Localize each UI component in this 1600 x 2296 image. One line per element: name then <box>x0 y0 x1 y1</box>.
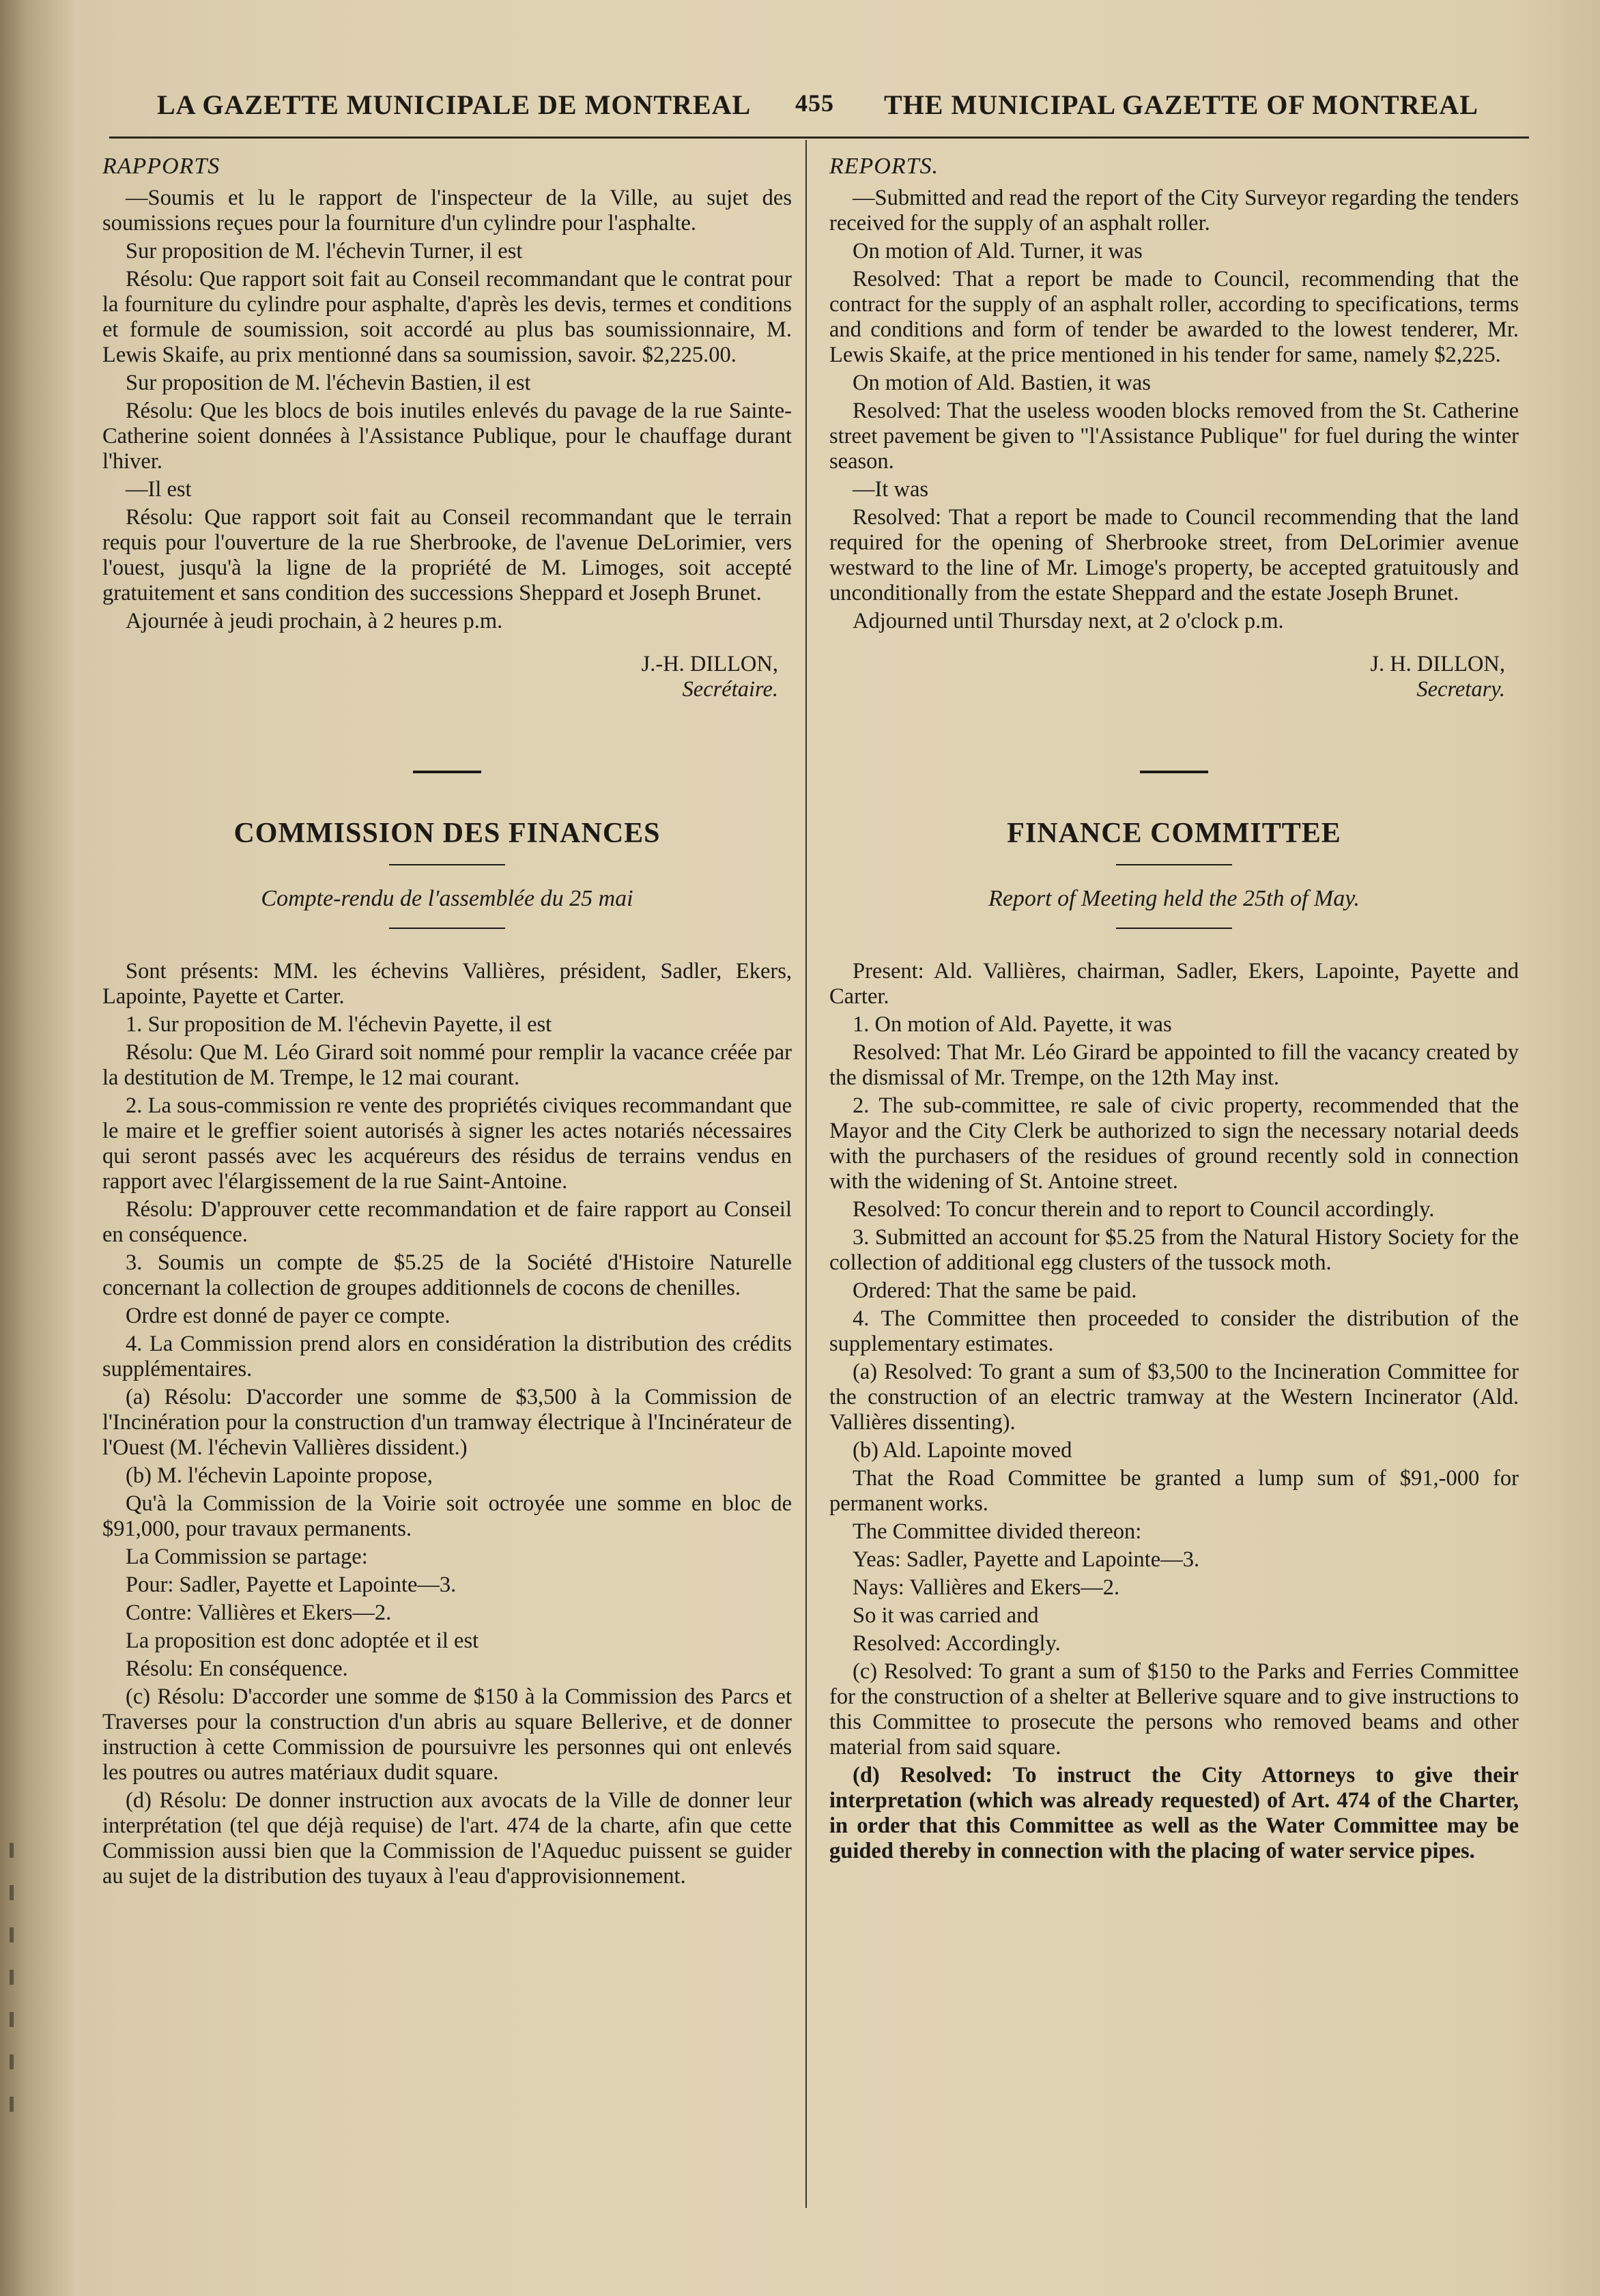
signature-title: Secrétaire. <box>682 677 778 702</box>
paragraph: (a) Resolved: To grant a sum of $3,500 to the Incineration Committee for the construction of an electric tramway at the Western Incinerator (Ald. Vallières dissenting). <box>829 1360 1519 1435</box>
paragraph: The Committee divided thereon: <box>853 1519 1142 1544</box>
paragraph: —Soumis et lu le rapport de l'inspecteur de la Ville, au sujet des soumissions reçues pour la fourniture d'un cylindre pour l'asphalte. <box>102 186 792 235</box>
section-title: FINANCE COMMITTEE <box>1007 818 1341 849</box>
paragraph: 4. The Committee then proceeded to consider the distribution of the supplementary estimates. <box>829 1306 1519 1356</box>
paragraph: —It was <box>853 477 929 502</box>
column-divider <box>805 140 807 2208</box>
signature-name: J. H. DILLON, <box>1370 652 1505 676</box>
paragraph: Sur proposition de M. l'échevin Bastien, il est <box>126 371 531 395</box>
paragraph: (c) Resolved: To grant a sum of $150 to the Parks and Ferries Committee for the construction of a shelter at Bellerive square and to give instructions to this Committee to prosecute the persons who removed beams and other material from said square. <box>829 1659 1519 1760</box>
paragraph: Résolu: Que M. Léo Girard soit nommé pour remplir la vacance créée par la destitution de M. Trempe, le 12 mai courant. <box>102 1040 792 1090</box>
paragraph: (b) M. l'échevin Lapointe propose, <box>126 1463 433 1488</box>
paragraph: Sur proposition de M. l'échevin Turner, il est <box>126 239 523 263</box>
paragraph: 2. The sub-committee, re sale of civic property, recommended that the Mayor and the City Clerk be authorized to sign the necessary notarial deeds with the purchasers of the residues of ground recently sold in connection with the widening of St. Antoine street. <box>829 1093 1519 1194</box>
subtitle-rule <box>1116 928 1232 929</box>
paragraph: (d) Résolu: De donner instruction aux avocats de la Ville de donner leur interprétation (tel que déjà requise) de l'art. 474 de la charte, afin que cette Commission aussi bien que la Commission de l'Aqueduc puissent se guider au sujet de la distribution des tuyaux à l'eau d'approvisionnement. <box>102 1788 792 1889</box>
subtitle-rule <box>389 928 505 929</box>
paragraph: Resolved: To concur therein and to report to Council accordingly. <box>853 1197 1435 1222</box>
section-separator <box>1140 771 1208 773</box>
paragraph: 1. On motion of Ald. Payette, it was <box>853 1012 1172 1037</box>
title-rule <box>1116 864 1232 865</box>
vote-line: Pour: Sadler, Payette et Lapointe—3. <box>126 1573 457 1597</box>
paragraph: Resolved: Accordingly. <box>853 1631 1061 1656</box>
paragraph: Resolved: That a report be made to Council recommending that the land required for the opening of Sherbrooke street, from DeLorimier avenue westward to the line of Mr. Limoge's property, be accepted gratuitously and unconditionally from the estate Sheppard and the estate Joseph Brunet. <box>829 505 1519 605</box>
paragraph: So it was carried and <box>853 1603 1039 1628</box>
paragraph: Ordre est donné de payer ce compte. <box>126 1304 451 1328</box>
paragraph: On motion of Ald. Turner, it was <box>853 239 1143 263</box>
paragraph: (a) Résolu: D'accorder une somme de $3,500 à la Commission de l'Incinération pour la construction d'un tramway électrique à l'Incinérateur de l'Ouest (M. l'échevin Vallières dissident.) <box>102 1385 792 1460</box>
paragraph: 3. Soumis un compte de $5.25 de la Société d'Histoire Naturelle concernant la collection de groupes additionnels de cocons de chenilles. <box>102 1250 792 1300</box>
paragraph: (c) Résolu: D'accorder une somme de $150 à la Commission des Parcs et Traverses pour la construction d'un abris au square Bellerive, et de donner instruction à cette Commission de poursuivre les personnes qui ont enlevés les poutres ou autres matériaux dudit square. <box>102 1684 792 1785</box>
header-left-title: LA GAZETTE MUNICIPALE DE MONTREAL <box>157 89 752 120</box>
paragraph: Résolu: Que rapport soit fait au Conseil recommandant que le contrat pour la fourniture du cylindre pour asphalte, d'après les devis, termes et conditions et formule de soumission, soit accordé au plus bas soumissionnaire, M. Lewis Skaife, au prix mentionné dans sa soumission, savoir. $2,225.00. <box>102 267 792 367</box>
paragraph: Resolved: That the useless wooden blocks removed from the St. Catherine street pavement be given to "l'Assistance Publique" for fuel during the winter season. <box>829 399 1519 474</box>
paragraph: Résolu: En conséquence. <box>126 1656 348 1681</box>
signature-title: Secretary. <box>1416 677 1505 702</box>
paragraph: —Il est <box>126 477 192 502</box>
paragraph: Ajournée à jeudi prochain, à 2 heures p.m. <box>126 609 503 633</box>
paragraph: La Commission se partage: <box>126 1545 368 1569</box>
paragraph: Résolu: Que les blocs de bois inutiles enlevés du pavage de la rue Sainte-Catherine soient données à l'Assistance Publique, pour le chauffage durant l'hiver. <box>102 399 792 474</box>
title-rule <box>389 864 505 865</box>
vote-line: Nays: Vallières and Ekers—2. <box>853 1575 1120 1600</box>
paragraph: Adjourned until Thursday next, at 2 o'clock p.m. <box>853 609 1284 633</box>
french-column <box>102 154 792 1892</box>
page-number: 455 <box>795 89 834 117</box>
section-separator <box>413 771 481 773</box>
paragraph: —Submitted and read the report of the City Surveyor regarding the tenders received for the supply of an asphalt roller. <box>829 186 1519 235</box>
paragraph: Sont présents: MM. les échevins Vallières, président, Sadler, Ekers, Lapointe, Payette et Carter. <box>102 959 792 1009</box>
section-title: COMMISSION DES FINANCES <box>233 818 661 849</box>
signature-name: J.-H. DILLON, <box>641 652 778 676</box>
reports-heading: RAPPORTS <box>102 154 220 179</box>
signature <box>829 652 1519 702</box>
paragraph: Ordered: That the same be paid. <box>853 1278 1137 1303</box>
paragraph: (b) Ald. Lapointe moved <box>853 1438 1072 1463</box>
paragraph: On motion of Ald. Bastien, it was <box>853 371 1151 395</box>
vote-line: Yeas: Sadler, Payette and Lapointe—3. <box>853 1547 1200 1572</box>
signature <box>102 652 792 702</box>
paragraph: La proposition est donc adoptée et il est <box>126 1628 479 1653</box>
section-subtitle: Report of Meeting held the 25th of May. <box>988 886 1360 911</box>
paragraph: 2. La sous-commission re vente des propriétés civiques recommandant que le maire et le greffier soient autorisés à signer les actes notariés nécessaires qui seront passés avec les acquéreurs des résidus de terrains vendus en rapport avec l'élargissement de la rue Saint-Antoine. <box>102 1093 792 1194</box>
vote-line: Contre: Vallières et Ekers—2. <box>126 1601 392 1625</box>
paragraph: Résolu: D'approuver cette recommandation et de faire rapport au Conseil en conséquence. <box>102 1197 792 1247</box>
paragraph: Qu'à la Commission de la Voirie soit octroyée une somme en bloc de $91,000, pour travaux permanents. <box>102 1491 792 1541</box>
paragraph: That the Road Committee be granted a lump sum of $91,-000 for permanent works. <box>829 1466 1519 1516</box>
paragraph: (d) Resolved: To instruct the City Attorneys to give their interpretation (which was already requested) of Art. 474 of the Charter, in order that this Committee as well as the Water Committee may be guided thereby in connection with the placing of water service pipes. <box>829 1763 1519 1863</box>
paragraph: Resolved: That Mr. Léo Girard be appointed to fill the vacancy created by the dismissal of Mr. Trempe, on the 12th May inst. <box>829 1040 1519 1090</box>
paragraph: 3. Submitted an account for $5.25 from the Natural History Society for the collection of additional egg clusters of the tussock moth. <box>829 1225 1519 1275</box>
header-rule <box>109 137 1529 139</box>
binding-marks <box>10 1843 14 2184</box>
reports-heading: REPORTS. <box>829 154 939 179</box>
page-header <box>109 89 1529 130</box>
paragraph: Present: Ald. Vallières, chairman, Sadler, Ekers, Lapointe, Payette and Carter. <box>829 959 1519 1009</box>
english-column <box>829 154 1519 1867</box>
paragraph: 1. Sur proposition de M. l'échevin Payette, il est <box>126 1012 552 1037</box>
section-subtitle: Compte-rendu de l'assemblée du 25 mai <box>261 886 633 911</box>
paragraph: Resolved: That a report be made to Council, recommending that the contract for the supply of an asphalt roller, according to specifications, terms and conditions and form of tender be awarded to the lowest tenderer, Mr. Lewis Skaife, at the price mentioned in his tender for same, namely $2,225. <box>829 267 1519 367</box>
paragraph: Résolu: Que rapport soit fait au Conseil recommandant que le terrain requis pour l'ouverture de la rue Sherbrooke, de l'avenue DeLorimier, vers l'ouest, jusqu'à la ligne de la propriété de M. Limoges, soit accepté gratuitement et sans condition des successions Sheppard et Joseph Brunet. <box>102 505 792 605</box>
header-right-title: THE MUNICIPAL GAZETTE OF MONTREAL <box>884 89 1478 120</box>
paragraph: 4. La Commission prend alors en considération la distribution des crédits supplémentaires. <box>102 1332 792 1381</box>
